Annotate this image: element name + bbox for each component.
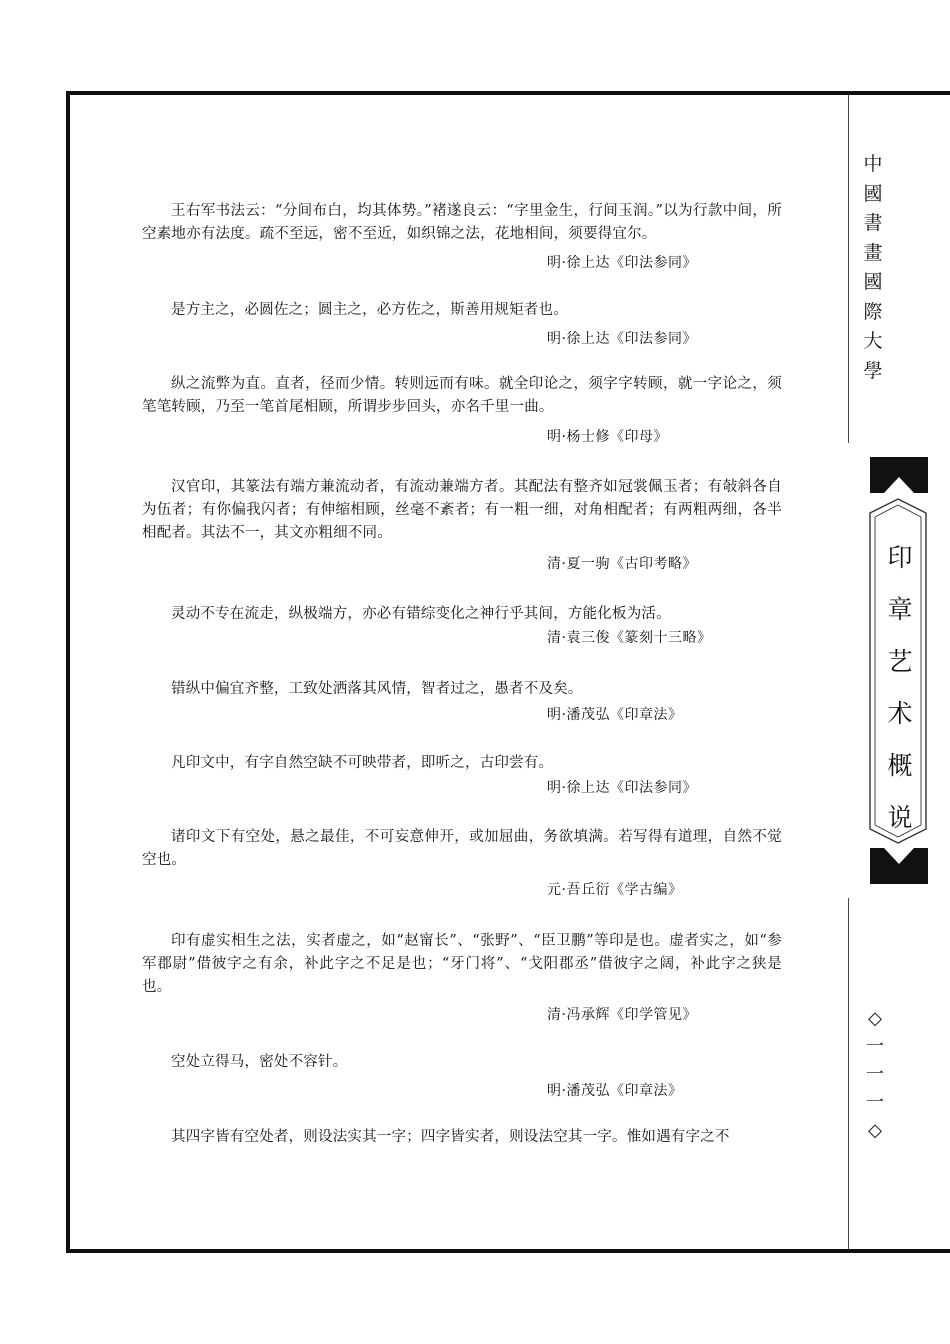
page-number-mark: ◇	[868, 1008, 882, 1029]
series-title-char: 書	[863, 212, 883, 234]
quote-source: 清·冯承辉《印学管见》	[547, 1007, 697, 1023]
series-title-char: 大	[863, 330, 883, 352]
quote-source: 明·徐上达《印法参同》	[547, 331, 697, 347]
banner-top-tab	[870, 463, 928, 493]
book-title-char: 术	[887, 699, 913, 728]
page-number	[860, 1005, 890, 1145]
quote-text: 错纵中偏宜齐整，工致处洒落其风情，智者过之，愚者不及矣。	[171, 681, 583, 697]
banner-bottom-tab	[870, 848, 928, 878]
quote-source: 明·徐上达《印法参同》	[547, 780, 697, 796]
quote-text: 其四字皆有空处者，则设法实其一字；四字皆实者，则设法空其一字。惟如遇有字之不	[171, 1129, 730, 1145]
quote-block	[142, 476, 782, 572]
quote-source: 清·夏一驹《古印考略》	[547, 556, 697, 572]
quote-block	[142, 1051, 782, 1099]
quote-text: 汉官印，其篆法有端方兼流动者，有流动兼端方者。其配法有整齐如冠裳佩玉者；有敧斜各自为伍者；有你偏我闪者；有伸缩相顾，丝毫不紊者；有一粗一细，对角相配者；有两粗两细，各半相配者。其法不一，其文亦粗细不同。	[142, 479, 782, 541]
book-title	[884, 532, 916, 844]
book-title-char: 艺	[887, 647, 913, 676]
quote-source: 清·袁三俊《篆刻十三略》	[547, 630, 712, 646]
sidebar-divider-bottom	[848, 898, 849, 1249]
quote-text: 凡印文中，有字自然空缺不可映带者，即听之，古印尝有。	[171, 755, 554, 771]
quote-block	[142, 373, 782, 445]
quote-source: 明·徐上达《印法参同》	[547, 255, 697, 271]
quote-source: 元·吾丘衍《学古编》	[547, 882, 683, 898]
quote-block	[142, 930, 782, 1023]
quote-text: 灵动不专在流走，纵极端方，亦必有错综变化之神行乎其间，方能化板为活。	[171, 606, 671, 622]
banner-bottom-bar	[870, 878, 928, 884]
quote-block	[142, 826, 782, 898]
quote-block	[142, 299, 782, 347]
quote-source: 明·潘茂弘《印章法》	[547, 1083, 683, 1099]
sidebar-divider-top	[848, 95, 849, 443]
series-title-char: 際	[863, 300, 883, 323]
series-title-char: 中	[863, 153, 883, 175]
quote-text: 空处立得马，密处不容针。	[171, 1054, 348, 1070]
quote-block	[142, 200, 782, 271]
quote-source: 明·杨士修《印母》	[547, 429, 668, 445]
page-number-digit: 一	[866, 1092, 884, 1113]
page-number-digit: 一	[866, 1036, 884, 1057]
series-title-char: 畫	[863, 241, 883, 264]
book-title-char: 章	[887, 595, 913, 624]
quote-block	[142, 603, 782, 646]
quote-text: 印有虚实相生之法，实者虚之，如“赵甯长”、“张野”、“臣卫鹏”等印是也。虚者实之，如“参军郡尉”借彼字之有余，补此字之不足是也；“牙门将”、“戈阳郡丞”借彼字之阔，补此字之狭是也。	[142, 933, 782, 995]
quote-block	[142, 1126, 782, 1149]
quote-block	[142, 678, 782, 723]
quote-text: 王右军书法云：“分间布白，均其体势。”褚遂良云：“字里金生，行间玉润。”以为行款中间，所空素地亦有法度。疏不至远，密不至近，如织锦之法，花地相间，须要得宜尔。	[142, 203, 782, 242]
quote-text: 是方主之，必圆佐之；圆主之，必方佐之，斯善用规矩者也。	[171, 302, 568, 318]
page-number-mark: ◇	[868, 1120, 882, 1141]
series-title-char: 國	[863, 182, 883, 205]
series-title-char: 國	[863, 271, 883, 293]
book-title-char: 概	[887, 751, 913, 780]
quote-block	[142, 752, 782, 796]
quote-text: 纵之流弊为直。直者，径而少情。转则远而有味。就全印论之，须字字转顾，就一字论之，须笔笔转顾，乃至一笔首尾相顾，所谓步步回头，亦名千里一曲。	[142, 376, 782, 415]
quote-source: 明·潘茂弘《印章法》	[547, 707, 683, 723]
book-title-char: 印	[887, 543, 913, 572]
quote-text: 诸印文下有空处，悬之最佳，不可妄意伸开，或加屈曲，务欲填满。若写得有道理，自然不觉空也。	[142, 829, 782, 868]
page-number-digit: 一	[866, 1064, 884, 1085]
series-title-char: 學	[863, 359, 883, 382]
book-title-char: 说	[887, 803, 913, 832]
page-frame	[66, 91, 950, 1253]
series-title	[858, 150, 888, 386]
